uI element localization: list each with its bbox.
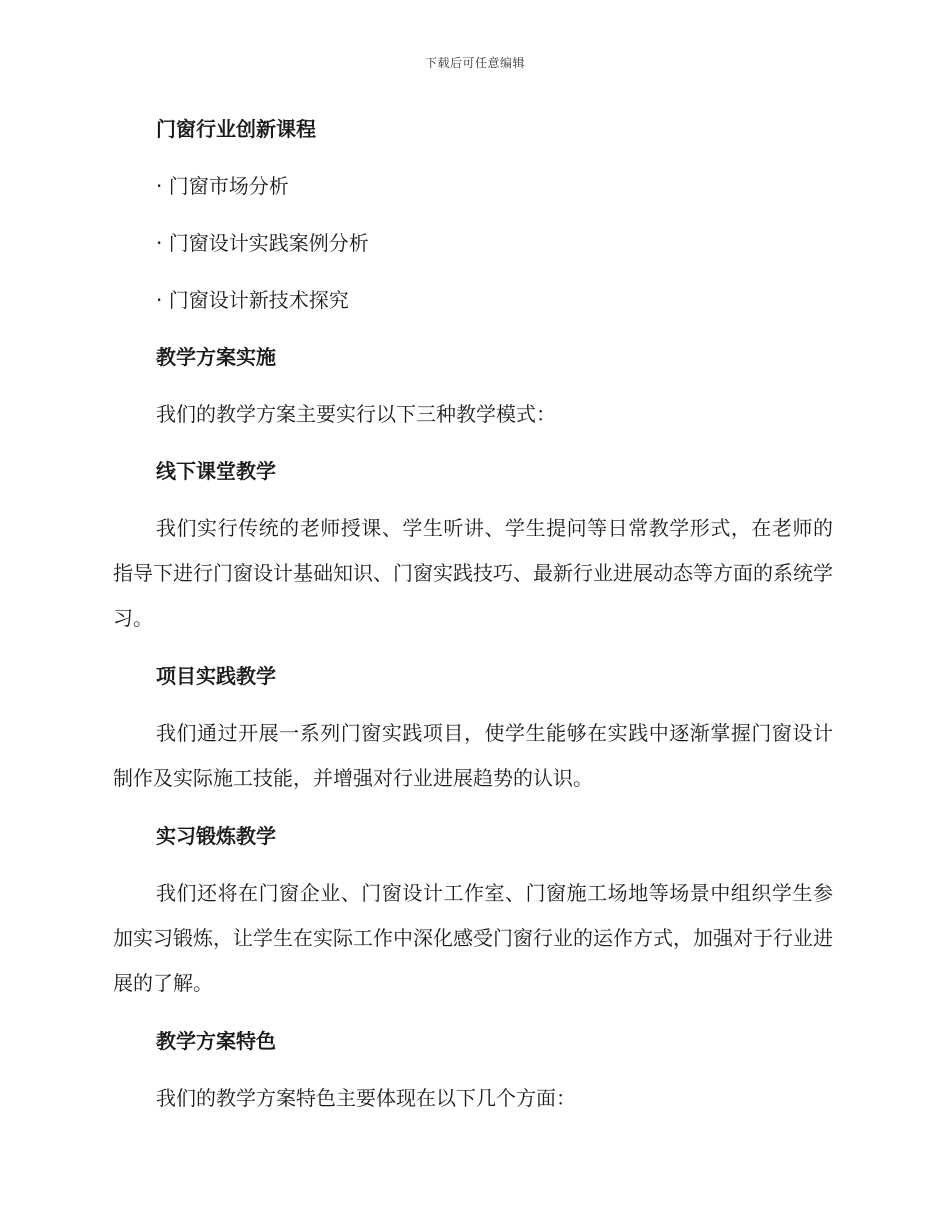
page-header: 下载后可任意编辑 [424, 56, 525, 70]
section-heading-innovation-course: 门窗行业创新课程 [156, 117, 316, 141]
project-practice-paragraph: 我们通过开展一系列门窗实践项目，使学生能够在实践中逐渐掌握门窗设计制作及实际施工技能，并增强对行业进展趋势的认识。 [113, 721, 833, 790]
section-heading-classroom: 线下课堂教学 [156, 459, 276, 483]
section-heading-features: 教学方案特色 [156, 1029, 276, 1053]
internship-paragraph: 我们还将在门窗企业、门窗设计工作室、门窗施工场地等场景中组织学生参加实习锻炼，让学生在实际工作中深化感受门窗行业的运作方式，加强对于行业进展的了解。 [113, 881, 833, 995]
implementation-intro: 我们的教学方案主要实行以下三种教学模式： [156, 402, 556, 426]
bullet-design-case-analysis: · 门窗设计实践案例分析 [156, 231, 369, 255]
classroom-paragraph: 我们实行传统的老师授课、学生听讲、学生提问等日常教学形式，在老师的指导下进行门窗设计基础知识、门窗实践技巧、最新行业进展动态等方面的系统学习。 [113, 516, 833, 630]
features-intro: 我们的教学方案特色主要体现在以下几个方面： [156, 1086, 576, 1110]
section-heading-project-practice: 项目实践教学 [156, 664, 276, 688]
section-heading-internship: 实习锻炼教学 [156, 824, 276, 848]
bullet-market-analysis: · 门窗市场分析 [156, 174, 289, 198]
document-body [113, 112, 833, 1138]
bullet-new-technology: · 门窗设计新技术探究 [156, 288, 349, 312]
section-heading-implementation: 教学方案实施 [156, 345, 276, 369]
